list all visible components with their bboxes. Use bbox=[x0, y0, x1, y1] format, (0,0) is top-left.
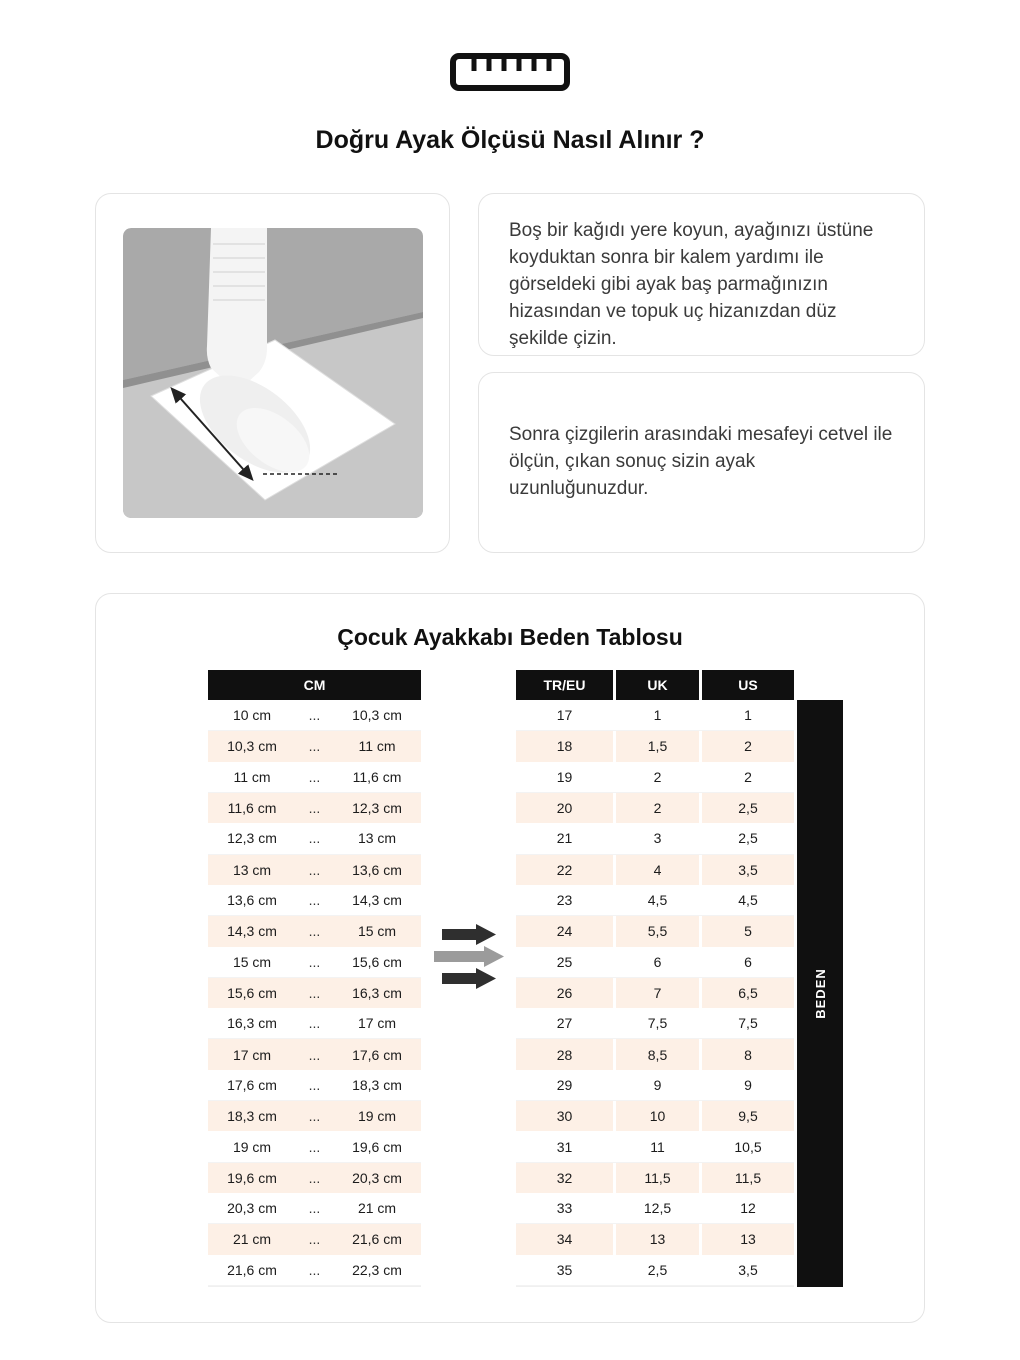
transfer-arrows-icon bbox=[434, 924, 512, 990]
table-cell: ... bbox=[308, 892, 321, 909]
table-cell: 20,3 cm bbox=[227, 1200, 277, 1217]
table-row bbox=[208, 885, 421, 916]
table-cell: 18,3 cm bbox=[227, 1108, 277, 1125]
table-cell: 11 cm bbox=[358, 738, 396, 755]
table-cell: 3,5 bbox=[738, 1261, 758, 1278]
table-cell: 21 cm bbox=[232, 1231, 272, 1248]
table-cell: 21 bbox=[516, 823, 616, 853]
table-row bbox=[208, 700, 421, 731]
table-row bbox=[516, 700, 794, 731]
table-cell: 33 bbox=[516, 1193, 616, 1223]
table-row bbox=[516, 1008, 794, 1039]
table-cell: 22,3 cm bbox=[352, 1261, 402, 1278]
table-row bbox=[516, 978, 794, 1008]
table-cell: 29 bbox=[516, 1070, 616, 1100]
table-cell: 15 cm bbox=[357, 923, 397, 940]
table-cell: 17,6 cm bbox=[352, 1046, 402, 1063]
table-cell: 17 cm bbox=[357, 1015, 397, 1032]
table-cell: 4 bbox=[616, 855, 702, 885]
table-cell: 26 bbox=[516, 978, 616, 1008]
table-cell: 6,5 bbox=[738, 984, 758, 1001]
table-cell: 4,5 bbox=[616, 885, 702, 915]
table-cell: 2,5 bbox=[616, 1255, 702, 1285]
table-cell: 9 bbox=[616, 1070, 702, 1100]
table-cell: 14,3 cm bbox=[227, 923, 277, 940]
table-cell: 17,6 cm bbox=[227, 1076, 277, 1093]
table-cell: 3,5 bbox=[738, 861, 758, 878]
table-cell: 13 cm bbox=[357, 830, 397, 847]
table-cell: 2,5 bbox=[738, 800, 758, 817]
table-cell: 7 bbox=[616, 978, 702, 1008]
table-cell: 4,5 bbox=[738, 892, 758, 909]
table-row bbox=[208, 1008, 421, 1039]
table-cell: 11 bbox=[616, 1131, 702, 1161]
table-cell: ... bbox=[308, 1138, 321, 1155]
foot-measure-photo bbox=[123, 228, 423, 518]
table-cell: 2 bbox=[616, 762, 702, 792]
table-cell: 7,5 bbox=[616, 1008, 702, 1038]
table-cell: 17 cm bbox=[232, 1046, 272, 1063]
table-row bbox=[516, 1101, 794, 1131]
table-row bbox=[516, 1163, 794, 1193]
table-cell: 13 bbox=[616, 1224, 702, 1254]
table-cell: ... bbox=[308, 1015, 321, 1032]
table-cell: 9 bbox=[744, 1076, 752, 1093]
table-cell: 15,6 cm bbox=[352, 953, 402, 970]
table-cell: 2 bbox=[744, 768, 752, 785]
table-cell: ... bbox=[308, 1169, 321, 1186]
instruction-step-1 bbox=[478, 193, 925, 356]
table-cell: 24 bbox=[516, 916, 616, 946]
table-cell: 35 bbox=[516, 1255, 616, 1285]
table-cell: 19,6 cm bbox=[352, 1138, 402, 1155]
table-cell: 28 bbox=[516, 1039, 616, 1069]
beden-bar bbox=[797, 700, 843, 1287]
size-table-body bbox=[516, 700, 794, 1287]
table-cell: 19 bbox=[516, 762, 616, 792]
table-cell: 16,3 cm bbox=[352, 984, 402, 1001]
table-cell: 12,3 cm bbox=[227, 830, 277, 847]
instruction-step-2-text: Sonra çizgilerin arasındaki mesafeyi cetvel ile ölçün, çıkan sonuç sizin ayak uzunluğunuzdur. bbox=[509, 424, 893, 499]
table-cell: 20,3 cm bbox=[352, 1169, 402, 1186]
table-cell: ... bbox=[308, 1231, 321, 1248]
table-cell: 18,3 cm bbox=[352, 1076, 402, 1093]
table-cell: 10,3 cm bbox=[352, 707, 402, 724]
cm-header-cell: CM bbox=[208, 670, 421, 700]
table-row bbox=[208, 978, 421, 1008]
table-row bbox=[208, 1193, 421, 1224]
table-cell: 8 bbox=[744, 1046, 752, 1063]
table-cell: 21,6 cm bbox=[227, 1261, 277, 1278]
cm-table-header bbox=[208, 670, 421, 700]
table-row bbox=[208, 1101, 421, 1131]
table-cell: 10 bbox=[616, 1101, 702, 1131]
table-row bbox=[208, 1255, 421, 1286]
instruction-step-1-text: Boş bir kağıdı yere koyun, ayağınızı üstüne koyduktan sonra bir kalem yardımı ile görseldeki gibi ayak baş parmağınızın hizasından ve topuk uç hizanızdan düz şekilde çizin. bbox=[509, 220, 874, 349]
table-row bbox=[208, 1039, 421, 1069]
table-cell: 13,6 cm bbox=[352, 861, 402, 878]
table-cell: 11 cm bbox=[233, 768, 271, 785]
table-cell: 16,3 cm bbox=[227, 1015, 277, 1032]
table-cell: ... bbox=[308, 861, 321, 878]
size-table-title: Çocuk Ayakkabı Beden Tablosu bbox=[337, 624, 683, 650]
table-row bbox=[208, 855, 421, 885]
size-table-header bbox=[516, 670, 794, 700]
table-cell: ... bbox=[308, 1261, 321, 1278]
ruler-icon bbox=[0, 0, 1020, 92]
table-cell: ... bbox=[308, 1200, 321, 1217]
table-cell: ... bbox=[308, 800, 321, 817]
table-cell: 11,5 bbox=[734, 1169, 762, 1186]
table-row bbox=[208, 762, 421, 793]
ruler-icon-svg bbox=[449, 52, 571, 92]
table-cell: 22 bbox=[516, 855, 616, 885]
table-cell: 9,5 bbox=[738, 1108, 758, 1125]
table-cell: 8,5 bbox=[616, 1039, 702, 1069]
table-row bbox=[208, 731, 421, 761]
table-row bbox=[516, 1070, 794, 1101]
table-cell: 3 bbox=[616, 823, 702, 853]
table-cell: 10 cm bbox=[232, 707, 272, 724]
table-row bbox=[516, 1039, 794, 1069]
table-cell: 11,6 cm bbox=[352, 768, 402, 785]
table-cell: ... bbox=[308, 1108, 321, 1125]
table-row bbox=[208, 1131, 421, 1162]
table-row bbox=[516, 885, 794, 916]
table-row bbox=[208, 793, 421, 823]
table-cell: 15,6 cm bbox=[227, 984, 277, 1001]
table-cell: ... bbox=[308, 1076, 321, 1093]
table-cell: ... bbox=[308, 738, 321, 755]
table-cell: 14,3 cm bbox=[352, 892, 402, 909]
table-cell: 5 bbox=[744, 923, 752, 940]
table-cell: 30 bbox=[516, 1101, 616, 1131]
table-cell: 12,5 bbox=[616, 1193, 702, 1223]
table-row bbox=[516, 947, 794, 978]
table-row bbox=[516, 1224, 794, 1254]
table-row bbox=[208, 916, 421, 946]
table-cell: ... bbox=[308, 1046, 321, 1063]
table-row bbox=[208, 947, 421, 978]
table-cell: ... bbox=[308, 830, 321, 847]
tr-eu-header-cell: TR/EU bbox=[516, 670, 616, 700]
table-cell: 25 bbox=[516, 947, 616, 977]
table-row bbox=[208, 1070, 421, 1101]
table-cell: 31 bbox=[516, 1131, 616, 1161]
size-table bbox=[516, 670, 794, 1287]
table-row bbox=[208, 1224, 421, 1254]
table-cell: 10,5 bbox=[734, 1138, 762, 1155]
table-cell: 15 cm bbox=[232, 953, 272, 970]
table-cell: 5,5 bbox=[616, 916, 702, 946]
instructions-section bbox=[0, 193, 1020, 553]
table-cell: 27 bbox=[516, 1008, 616, 1038]
table-cell: 11,6 cm bbox=[227, 800, 277, 817]
table-row bbox=[516, 731, 794, 761]
table-row bbox=[516, 762, 794, 793]
table-cell: 23 bbox=[516, 885, 616, 915]
table-cell: 17 bbox=[516, 700, 616, 730]
table-cell: 20 bbox=[516, 793, 616, 823]
table-cell: 6 bbox=[744, 953, 752, 970]
table-cell: 7,5 bbox=[738, 1015, 758, 1032]
table-row bbox=[516, 855, 794, 885]
table-row bbox=[208, 1163, 421, 1193]
beden-label: BEDEN bbox=[812, 968, 828, 1019]
table-cell: 19 cm bbox=[232, 1138, 272, 1155]
table-row bbox=[516, 1131, 794, 1162]
table-row bbox=[516, 916, 794, 946]
page-title: Doğru Ayak Ölçüsü Nasıl Alınır ? bbox=[315, 126, 705, 154]
foot-measure-photo-card bbox=[95, 193, 450, 553]
table-cell: 6 bbox=[616, 947, 702, 977]
table-cell: ... bbox=[308, 923, 321, 940]
table-cell: 13 cm bbox=[232, 861, 272, 878]
table-cell: 2,5 bbox=[738, 830, 758, 847]
table-cell: 11,5 bbox=[616, 1163, 702, 1193]
table-cell: 19,6 cm bbox=[227, 1169, 277, 1186]
table-cell: 10,3 cm bbox=[227, 738, 277, 755]
table-cell: ... bbox=[308, 768, 321, 785]
table-row bbox=[516, 793, 794, 823]
table-cell: 34 bbox=[516, 1224, 616, 1254]
table-cell: ... bbox=[308, 707, 321, 724]
table-cell: 12 bbox=[740, 1200, 756, 1217]
table-row bbox=[208, 823, 421, 854]
table-cell: ... bbox=[308, 953, 321, 970]
table-row bbox=[516, 823, 794, 854]
uk-header-cell: UK bbox=[616, 670, 702, 700]
instruction-step-2 bbox=[478, 372, 925, 553]
table-cell: 2 bbox=[616, 793, 702, 823]
table-cell: 13,6 cm bbox=[227, 892, 277, 909]
table-cell: 32 bbox=[516, 1163, 616, 1193]
table-cell: 18 bbox=[516, 731, 616, 761]
table-row bbox=[516, 1193, 794, 1224]
table-cell: 1 bbox=[616, 700, 702, 730]
table-cell: 1,5 bbox=[616, 731, 702, 761]
table-cell: 19 cm bbox=[357, 1108, 397, 1125]
cm-table-body bbox=[208, 700, 421, 1287]
table-cell: ... bbox=[308, 984, 321, 1001]
table-cell: 13 bbox=[740, 1231, 756, 1248]
table-cell: 1 bbox=[744, 707, 752, 724]
us-header-cell: US bbox=[702, 670, 794, 700]
table-cell: 21,6 cm bbox=[352, 1231, 402, 1248]
table-row bbox=[516, 1255, 794, 1286]
table-cell: 2 bbox=[744, 738, 752, 755]
table-cell: 12,3 cm bbox=[352, 800, 402, 817]
cm-table bbox=[208, 670, 421, 1287]
instruction-texts bbox=[478, 193, 925, 553]
size-table-card bbox=[95, 593, 925, 1323]
table-cell: 21 cm bbox=[357, 1200, 397, 1217]
